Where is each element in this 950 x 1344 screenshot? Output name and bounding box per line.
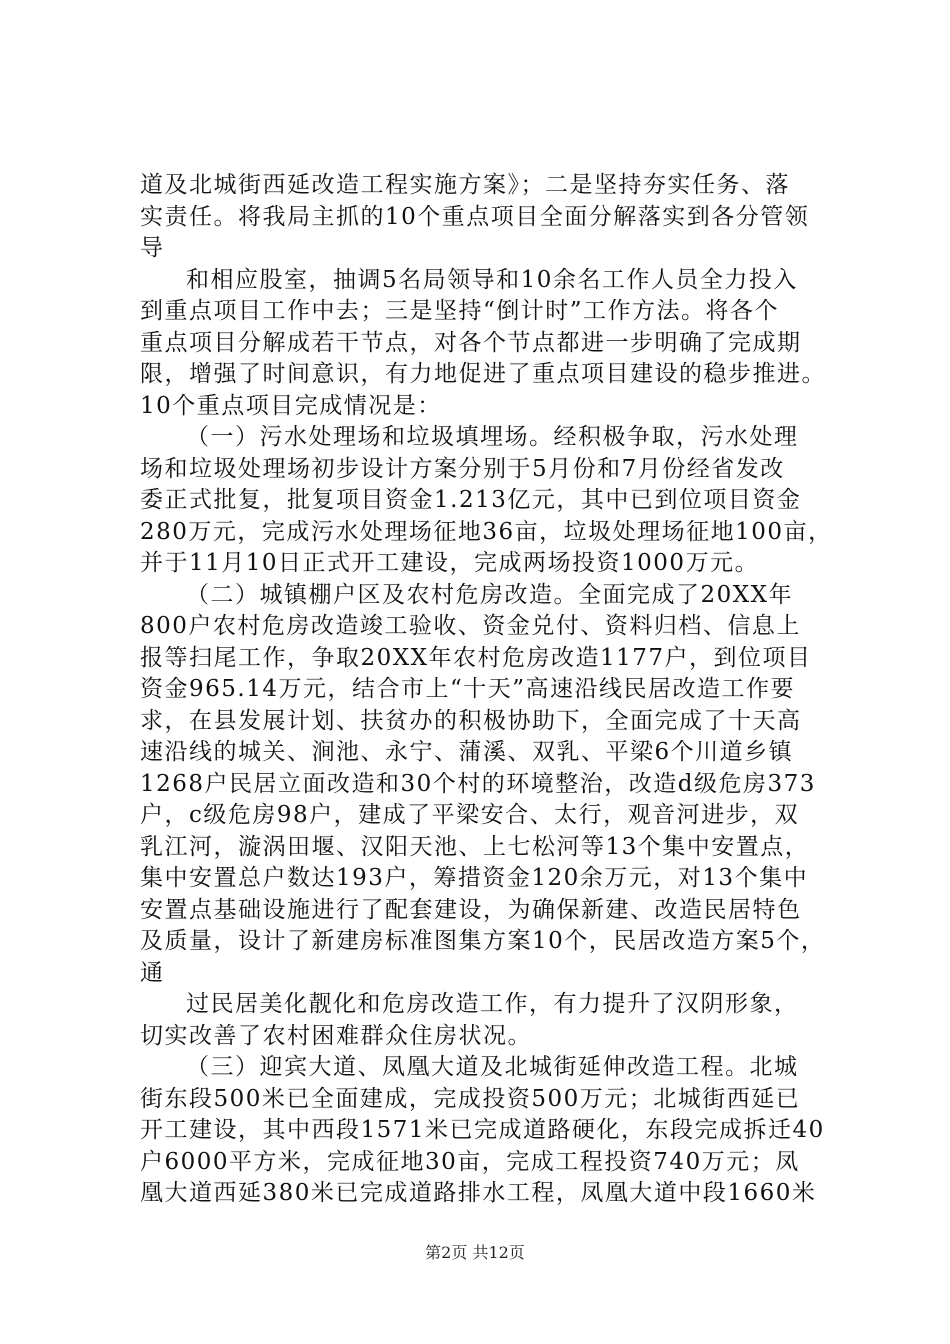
- text-line: 重点项目分解成若干节点，对各个节点都进一步明确了完成期: [140, 329, 802, 356]
- page-number-footer: 第2页 共12页: [425, 1243, 525, 1262]
- text-line: 实责任。将我局主抓的10个重点项目全面分解落实到各分管领: [140, 203, 810, 230]
- text-line: 及质量，设计了新建房标准图集方案10个，民居改造方案5个，: [140, 928, 826, 954]
- text-line: 限，增强了时间意识，有力地促进了重点项目建设的稳步推进。: [140, 361, 826, 387]
- text-line: 速沿线的城关、涧池、永宁、蒲溪、双乳、平梁6个川道乡镇: [140, 739, 794, 765]
- text-line: 开工建设，其中西段1571米已完成道路硬化，东段完成拆迁40: [140, 1117, 825, 1143]
- text-line: 户，c级危房98户，建成了平梁安合、太行，观音河进步，双: [140, 802, 800, 828]
- section-heading-line: （三）迎宾大道、凤凰大道及北城街延伸改造工程。北城: [186, 1054, 799, 1080]
- text-line: 求，在县发展计划、扶贫办的积极协助下，全面完成了十天高: [140, 707, 802, 734]
- text-line: 导: [140, 235, 165, 261]
- text-line: 报等扫尾工作，争取20XX年农村危房改造1177户，到位项目: [140, 644, 812, 671]
- text-line: 切实改善了农村困难群众住房状况。: [140, 1022, 532, 1049]
- text-line: 并于11月10日正式开工建设，完成两场投资1000万元。: [140, 550, 760, 576]
- section-heading-line: （一）污水处理场和垃圾填埋场。经积极争取，污水处理: [186, 424, 799, 450]
- text-line: 280万元，完成污水处理场征地36亩，垃圾处理场征地100亩，: [140, 518, 833, 545]
- text-line: 道及北城街西延改造工程实施方案》；二是坚持夯实任务、落: [140, 172, 790, 198]
- text-line: 过民居美化靓化和危房改造工作，有力提升了汉阴形象，: [186, 991, 799, 1017]
- text-line: 委正式批复，批复项目资金1.213亿元，其中已到位项目资金: [140, 487, 802, 513]
- text-line: 资金965.14万元，结合市上“十天”高速沿线民居改造工作要: [140, 676, 795, 702]
- body-text: [140, 170, 833, 1210]
- text-line: 凰大道西延380米已完成道路排水工程，凤凰大道中段1660米: [140, 1180, 817, 1206]
- text-line: 安置点基础设施进行了配套建设，为确保新建、改造民居特色: [140, 896, 802, 923]
- text-line: 乳江河，漩涡田堰、汉阳天池、上七松河等13个集中安置点，: [140, 833, 810, 860]
- text-line: 1268户民居立面改造和30个村的环境整治，改造d级危房373: [140, 770, 816, 797]
- text-line: 10个重点项目完成情况是：: [140, 392, 442, 419]
- text-line: 800户农村危房改造竣工验收、资金兑付、资料归档、信息上: [140, 613, 801, 639]
- text-line: 集中安置总户数达193户，筹措资金120余万元，对13个集中: [140, 865, 809, 891]
- text-line: 和相应股室，抽调5名局领导和10余名工作人员全力投入: [186, 266, 798, 293]
- section-heading-line: （二）城镇棚户区及农村危房改造。全面完成了20XX年: [186, 581, 794, 608]
- text-line: 户6000平方米，完成征地30亩，完成工程投资740万元；凤: [140, 1148, 800, 1175]
- text-line: 场和垃圾处理场初步设计方案分别于5月份和7月份经省发改: [140, 455, 785, 482]
- text-line: 到重点项目工作中去；三是坚持“倒计时”工作方法。将各个: [140, 298, 780, 324]
- text-line: 通: [140, 959, 165, 986]
- text-line: 街东段500米已全面建成，完成投资500万元；北城街西延已: [140, 1085, 801, 1112]
